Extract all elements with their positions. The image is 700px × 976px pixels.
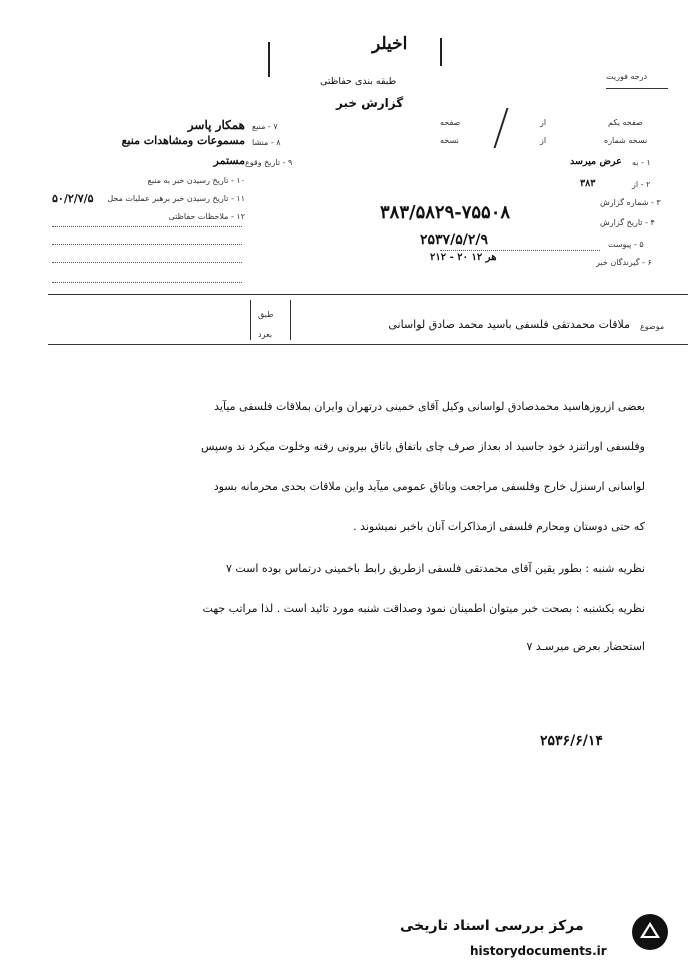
report-number-label: ۳ - شماره گزارش: [600, 198, 661, 207]
watermark-title: مرکز بررسی اسناد تاریخی: [400, 918, 584, 934]
watermark-url: historydocuments.ir: [470, 944, 607, 958]
news-to-leader-date-label: ۱۱ - تاریخ رسیدن خبر برهبر عملیات محل: [107, 194, 245, 203]
header-separator: [48, 294, 688, 295]
origin-value: مسموعات ومشاهدات منبع: [121, 134, 245, 147]
occurrence-date-value: مستمر: [213, 154, 245, 167]
opinion-saturday: نظریه شنبه : بطور یقین آقای محمدتقی فلسفی ازطریق رابط باخمینی درتماس بوده است ۷: [225, 562, 645, 575]
body-line-4: که حتی دوستان ومحارم فلسفی ازمذاکرات آنان باخبر نمیشوند .: [353, 520, 645, 533]
attachment-dotline: [440, 250, 600, 251]
body-line-3: لواسانی ارسنزل خارج وفلسفی مراجعت وباتاق عمومی میآید واین ملاقات بحدی محرمانه بسود: [213, 480, 645, 493]
ref-mark-b: بعرد: [258, 330, 273, 339]
recipients-label: ۶ - گیرندگان خبر: [596, 258, 652, 267]
copy-end: نسخه: [440, 136, 459, 145]
stamp-underline: [268, 42, 270, 77]
to-value: عرض میرسد: [570, 156, 622, 167]
notes-dotline-4: [52, 282, 242, 283]
source-label: ۷ - منبع: [252, 122, 278, 131]
subject-label: موضوع: [640, 322, 665, 331]
subject-text: ملاقات محمدتقی فلسفی باسید محمد صادق لواسانی: [388, 318, 630, 331]
page-end: صفحه: [440, 118, 461, 127]
notes-dotline-2: [52, 244, 242, 245]
recipients-value: ۲۱۲ - ۲۰ هر ۱۲: [430, 252, 497, 263]
report-date-label: ۴ - تاریخ گزارش: [600, 218, 655, 227]
ref-mark-a: طبق: [258, 310, 274, 319]
copy-label: نسخه شماره: [604, 136, 648, 145]
notes-dotline-1: [52, 226, 242, 227]
subject-separator: [48, 344, 688, 345]
news-to-source-date-label: ۱۰ - تاریخ رسیدن خبر به منبع: [147, 176, 245, 185]
news-to-leader-date-value: ۵۰/۲/۷/۵: [52, 192, 94, 205]
handwritten-date: ۲۵۳۶/۶/۱۴: [540, 733, 603, 749]
occurrence-date-label: ۹ - تاریخ وقوع: [245, 158, 293, 167]
urgency-underline: [606, 88, 668, 89]
ref-box-left: [250, 300, 251, 340]
ref-box-right: [290, 300, 291, 340]
page-scribble: [494, 108, 543, 148]
page-of: از: [540, 118, 547, 127]
attachment-label: ۵ - پیوست: [608, 240, 644, 249]
protection-notes-label: ۱۲ - ملاحظات حفاظتی: [168, 212, 245, 221]
archive-logo-icon: [630, 912, 670, 952]
source-value: همکار پاسر: [187, 118, 245, 132]
from-value: ۳۸۳: [580, 178, 596, 189]
report-date-value: ۲۵۳۷/۵/۲/۹: [420, 232, 488, 248]
page-label: صفحه یکم: [608, 118, 643, 127]
to-label: ۱ - به: [632, 158, 651, 167]
classification-label: طبقه بندی حفاظتی: [320, 76, 397, 87]
report-number-value: ۳۸۳/۵۸۲۹-۷۵۵۰۸: [380, 202, 511, 223]
opinion-sunday-line-2: استحضار بعرض میرسـد ۷: [526, 640, 645, 653]
report-title: گزارش خبر: [336, 96, 404, 110]
urgency-label: درجه فوریت: [606, 72, 648, 81]
origin-label: ۸ - منشا: [252, 138, 281, 147]
body-line-2: وفلسفی اوراتنزد خود جاسید اد بعداز صرف چای باتفاق باتاق بیرونی رفته وخلوت میکرد ند وسپس: [201, 440, 645, 453]
body-line-1: بعضی ازروزهاسید محمدصادق لواسانی وکیل آقای خمینی درتهران وایران بملاقات فلسفی میآید: [214, 400, 645, 413]
notes-dotline-3: [52, 262, 242, 263]
copy-of: از: [540, 136, 547, 145]
stamp-tick: [440, 38, 442, 66]
opinion-sunday-line-1: نظریه یکشنبه : بصحت خبر میتوان اطمینان نمود وصداقت شنبه مورد تائید است . لذا مراتب جهت: [202, 602, 645, 615]
stamp-word: اخیلر: [372, 34, 408, 54]
from-label: ۲ - از: [632, 180, 651, 189]
